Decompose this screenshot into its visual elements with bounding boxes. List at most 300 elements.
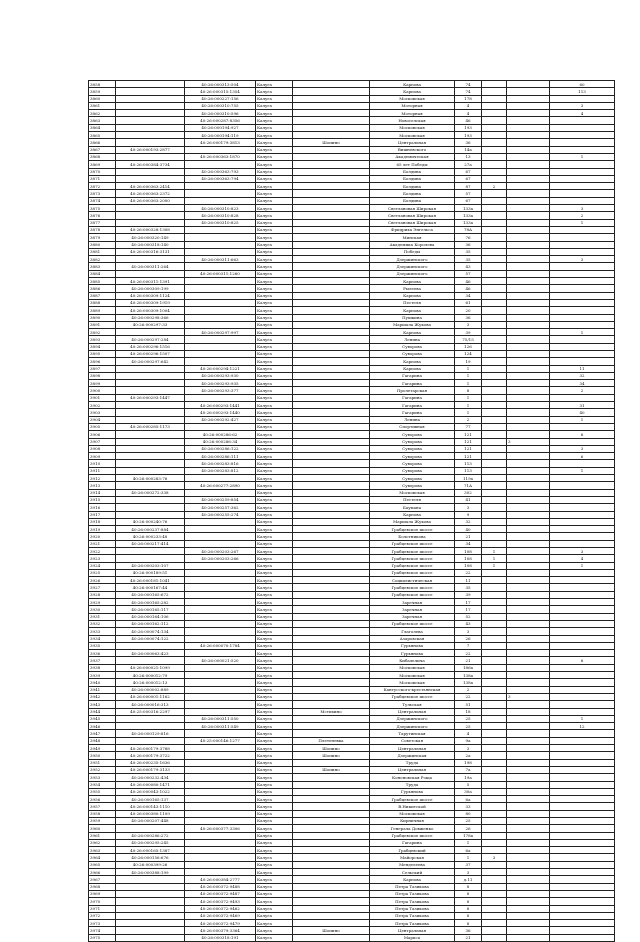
table-cell: 40:26:000164:106 [116,613,185,620]
table-cell [293,263,370,270]
table-cell [550,161,615,168]
table-cell: 40:26:000297:997 [185,329,256,336]
table-cell: 3939 [89,672,116,679]
table-cell: 40:26:000002:889 [116,686,185,693]
table-cell [293,387,370,394]
table-cell [482,876,507,883]
table-cell: 3909 [89,453,116,460]
table-cell: 67 [455,197,482,204]
table-cell: Тульская [370,701,455,708]
table-cell [507,548,550,555]
table-cell [482,912,507,919]
table-cell [550,883,615,890]
table-cell [550,146,615,153]
table-cell: 13 [455,153,482,160]
table-cell [507,132,550,139]
table-cell: 8 [455,905,482,912]
table-cell [185,190,256,197]
table-cell: 40:26:000286:272 [116,832,185,839]
table-cell [293,569,370,576]
table-cell [185,475,256,482]
table-cell [482,810,507,817]
table-cell [293,817,370,824]
table-cell: Калуга [256,548,293,555]
table-cell [293,664,370,671]
table-cell [482,664,507,671]
table-row [89,197,615,204]
table-cell [550,613,615,620]
table-cell [482,81,507,88]
table-cell: 4 [455,110,482,117]
table-row [89,467,615,474]
table-cell: 40:26:000257:362 [185,504,256,511]
table-cell [550,343,615,350]
table-cell: 40:26:000297:642 [116,358,185,365]
table-cell [482,190,507,197]
table-row [89,876,615,883]
table-cell: 3 [482,854,507,861]
table-cell [116,329,185,336]
table-cell [550,635,615,642]
table-cell [116,555,185,562]
table-row [89,905,615,912]
table-cell [482,175,507,182]
table-cell [550,438,615,445]
table-row [89,504,615,511]
table-cell: 40:25:000146:1277 [185,737,256,744]
table-cell: Калуга [256,832,293,839]
table-cell [116,511,185,518]
table-cell [293,781,370,788]
table-row [89,620,615,627]
table-row [89,365,615,372]
table-cell [293,146,370,153]
table-cell [507,299,550,306]
table-cell: 2 [455,416,482,423]
table-cell: Петра Тазикова [370,890,455,897]
table-row [89,759,615,766]
table-cell: Калуга [256,686,293,693]
table-cell [482,219,507,226]
table-cell [482,511,507,518]
table-cell: Калуга [256,628,293,635]
table-cell: Московская [370,664,455,671]
table-cell: 18 [455,708,482,715]
table-cell: 3920 [89,533,116,540]
table-cell: 12 [550,723,615,730]
table-cell [293,467,370,474]
table-cell: Маршала Жукова [370,518,455,525]
table-row [89,453,615,460]
table-cell [116,205,185,212]
table-cell [550,839,615,846]
table-cell: 3919 [89,526,116,533]
table-cell [482,445,507,452]
table-cell: Калуга [256,839,293,846]
table-cell [116,139,185,146]
table-row [89,234,615,241]
table-cell: 3892 [89,329,116,336]
table-cell [507,591,550,598]
table-row [89,526,615,533]
table-cell: 3864 [89,124,116,131]
table-cell [482,358,507,365]
table-row [89,489,615,496]
table-cell: 133а [455,205,482,212]
table-cell: Калуга [256,132,293,139]
table-row [89,701,615,708]
table-cell: Сельский [370,869,455,876]
table-cell: Калуга [256,431,293,438]
table-cell [482,708,507,715]
table-cell: 3940 [89,679,116,686]
table-cell [507,817,550,824]
table-cell: 3972 [89,912,116,919]
table-cell [293,803,370,810]
table-cell: Калуга [256,423,293,430]
table-cell [116,124,185,131]
table-cell [507,825,550,832]
table-cell: Кибальчича [370,657,455,664]
table-cell: 124 [455,350,482,357]
table-cell: 3904 [89,416,116,423]
table-cell [293,226,370,233]
table-cell: 43 [455,620,482,627]
table-cell: 3858 [89,81,116,88]
table-cell [293,693,370,700]
table-cell: 7 [455,642,482,649]
table-cell [507,635,550,642]
table-cell [550,95,615,102]
table-cell: 3965 [89,861,116,868]
table-cell [507,905,550,912]
table-cell [482,599,507,606]
table-cell [507,810,550,817]
table-cell [550,745,615,752]
table-cell: Калуга [256,920,293,927]
table-cell: 113 [455,467,482,474]
table-cell: 1 [482,555,507,562]
table-cell: 108 [455,562,482,569]
table-cell [293,161,370,168]
table-row [89,314,615,321]
table-cell [507,365,550,372]
table-cell: 3891 [89,321,116,328]
table-cell: 2 [482,183,507,190]
table-cell: Светлановая Широкая [370,212,455,219]
table-cell [482,292,507,299]
table-cell [116,132,185,139]
table-cell: 40:26:000179:3133 [116,766,185,773]
table-cell: 3966 [89,869,116,876]
table-cell: 74 [455,88,482,95]
table-cell: 3 [455,628,482,635]
table-cell [293,701,370,708]
table-cell: 3927 [89,584,116,591]
table-cell: Карпова [370,278,455,285]
table-cell: 3893 [89,336,116,343]
table-cell: 186а [455,664,482,671]
table-cell [116,256,185,263]
table-row [89,927,615,934]
table-cell: 40:26:000297:33 [116,321,185,328]
table-cell [293,883,370,890]
table-cell [550,679,615,686]
table-row [89,613,615,620]
table-cell [482,117,507,124]
table-cell: 3968 [89,883,116,890]
table-cell [293,124,370,131]
table-cell: Гагарина [370,394,455,401]
table-cell [507,599,550,606]
table-cell: 3879 [89,234,116,241]
table-cell [507,270,550,277]
table-cell [507,890,550,897]
table-cell [293,788,370,795]
table-cell [550,489,615,496]
table-cell [482,416,507,423]
table-cell [293,934,370,941]
table-cell [550,737,615,744]
table-cell: Центральная [370,745,455,752]
table-cell: 3897 [89,365,116,372]
table-cell: 40:26:000372:9488 [185,883,256,890]
table-cell [482,883,507,890]
table-cell: Шопино [293,139,370,146]
table-cell [507,526,550,533]
table-cell: 40:26:000310:828 [185,212,256,219]
table-cell [507,197,550,204]
table-cell [185,358,256,365]
table-row [89,869,615,876]
table-cell: 3867 [89,146,116,153]
table-cell [185,314,256,321]
table-cell [507,460,550,467]
table-cell [293,606,370,613]
table-cell: Калуга [256,95,293,102]
table-cell: Калуга [256,861,293,868]
table-cell: Карпова [370,81,455,88]
table-cell [482,715,507,722]
table-cell [507,380,550,387]
table-cell: Гурьянова [370,650,455,657]
table-cell: 8 [455,890,482,897]
table-cell: 2 [455,686,482,693]
table-cell: 40:26:000179:3788 [116,745,185,752]
table-cell [482,869,507,876]
table-cell [293,905,370,912]
table-cell: 3937 [89,657,116,664]
table-cell [482,861,507,868]
table-cell [550,817,615,824]
table-cell [293,715,370,722]
table-cell: 40:26:000311:550 [185,715,256,722]
table-cell [550,124,615,131]
table-cell: Калуга [256,650,293,657]
table-cell: 3 [507,693,550,700]
table-row [89,693,615,700]
table-cell: 40:26:000235:1636 [116,759,185,766]
table-row [89,832,615,839]
table-cell: Калуга [256,577,293,584]
table-cell: 51 [455,701,482,708]
table-row [89,190,615,197]
table-cell: Калуга [256,175,293,182]
table-cell [507,117,550,124]
table-cell: 39 [455,591,482,598]
table-row [89,788,615,795]
table-cell [550,241,615,248]
table-cell [507,110,550,117]
table-cell: 6а [455,847,482,854]
table-cell: 40:26:000021:520 [185,657,256,664]
table-cell [550,796,615,803]
table-cell [185,679,256,686]
table-cell [116,496,185,503]
table-cell [293,504,370,511]
table-cell: 40:26:000293:1441 [185,402,256,409]
table-cell [482,533,507,540]
table-cell: Шопино [293,752,370,759]
table-cell: 3 [455,504,482,511]
table-cell: Калуга [256,226,293,233]
table-row [89,358,615,365]
table-cell: 40:26:000293:935 [185,380,256,387]
table-cell: Калуга [256,219,293,226]
table-cell: 75/15 [455,336,482,343]
table-cell [482,124,507,131]
table-cell [185,343,256,350]
table-cell: 40:26:000277:2890 [185,482,256,489]
table-cell: 3918 [89,518,116,525]
table-row [89,766,615,773]
table-cell: 40:26:000217:414 [116,540,185,547]
table-cell: Тарутинская [370,730,455,737]
table-cell: Калуга [256,402,293,409]
table-cell: Суворова [370,343,455,350]
table-cell: Вишневского [370,146,455,153]
table-cell: 113 [550,88,615,95]
table-cell: Калуга [256,890,293,897]
table-cell [550,759,615,766]
table-cell: 3877 [89,219,116,226]
table-cell [507,839,550,846]
table-cell: 76 [455,234,482,241]
table-cell [482,329,507,336]
table-cell: Грабцевское шоссе [370,832,455,839]
table-cell [507,482,550,489]
table-cell [293,132,370,139]
table-cell [116,153,185,160]
table-row [89,110,615,117]
table-cell: Калуга [256,350,293,357]
table-cell: Калуга [256,234,293,241]
table-cell [550,584,615,591]
table-row [89,423,615,430]
table-cell [550,139,615,146]
table-cell [293,562,370,569]
table-cell: 3947 [89,730,116,737]
table-cell: 40:26:000295:245 [116,839,185,846]
table-cell [116,416,185,423]
table-cell [116,175,185,182]
table-cell [293,832,370,839]
table-row [89,920,615,927]
table-cell [507,453,550,460]
table-cell [185,701,256,708]
table-cell: Дзержинского [370,715,455,722]
table-cell: 3973 [89,920,116,927]
table-cell [293,205,370,212]
table-cell: 3931 [89,613,116,620]
table-cell [507,402,550,409]
table-cell [116,88,185,95]
table-cell: Калуга [256,110,293,117]
table-cell [507,219,550,226]
table-cell: 3929 [89,599,116,606]
table-cell: 302 [455,489,482,496]
table-cell: 3871 [89,175,116,182]
table-cell [482,132,507,139]
table-cell [550,278,615,285]
table-cell: 40:26:000372:9493 [185,898,256,905]
table-cell: Калуга [256,278,293,285]
table-cell [550,168,615,175]
table-cell: 1 [455,365,482,372]
table-cell [482,248,507,255]
table-cell: 3884 [89,270,116,277]
table-cell [116,737,185,744]
table-cell: 4 [455,730,482,737]
table-cell: Карпова [370,329,455,336]
table-cell: Фридриха Энгельса [370,226,455,233]
table-cell: 3962 [89,839,116,846]
table-cell [185,577,256,584]
table-cell: 40:26:000181:1041 [116,577,185,584]
table-cell: Мстихино [293,708,370,715]
table-cell [185,197,256,204]
table-cell [507,423,550,430]
table-cell [507,533,550,540]
table-cell: Калуга [256,256,293,263]
table-cell: Гагарина [370,402,455,409]
table-cell [116,168,185,175]
table-cell [116,912,185,919]
table-cell: 3936 [89,650,116,657]
table-cell: Заречная [370,606,455,613]
table-cell [293,475,370,482]
table-cell: 26 [455,825,482,832]
table-cell [550,496,615,503]
table-cell: Калуга [256,613,293,620]
table-cell: 1 [455,409,482,416]
table-cell [507,577,550,584]
table-row [89,883,615,890]
table-cell: 34 [455,292,482,299]
table-cell: Калуга [256,606,293,613]
table-cell [507,153,550,160]
table-row [89,175,615,182]
table-cell [482,372,507,379]
table-cell: Суворова [370,467,455,474]
table-cell: Калуга [256,358,293,365]
table-cell: 40:26:000016:313 [116,701,185,708]
table-cell [185,234,256,241]
table-cell: Калуга [256,343,293,350]
table-cell [293,650,370,657]
table-cell: 40:26:000043:1022 [116,788,185,795]
table-cell: 40:26:000165:1387 [116,847,185,854]
